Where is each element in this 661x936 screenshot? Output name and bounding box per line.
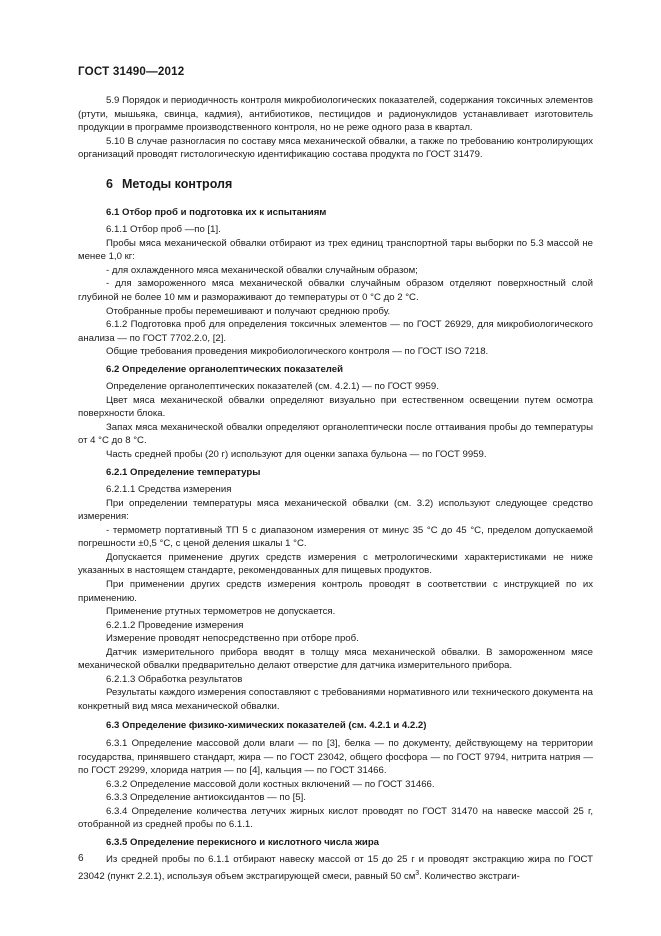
- section-title: Методы контроля: [121, 176, 233, 191]
- paragraph: Применение ртутных термометров не допускается.: [106, 606, 336, 618]
- subsection-6-3-heading: 6.3 Определение физико-химических показателей (см. 4.2.1 и 4.2.2): [106, 720, 427, 732]
- paragraph: 6.3.2 Определение массовой доли костных включений — по ГОСТ 31466.: [106, 778, 435, 790]
- list-item: - термометр портативный ТП 5 с диапазоном измерения от минус 35 °C до 45 °C, пределом допускаемой погрешности ±0,5 °C, с ценой деления шкалы 1 °C.: [78, 524, 593, 550]
- list-item: - для охлажденного мяса механической обвалки случайным образом;: [106, 264, 418, 276]
- subsection-6-3-5-heading: 6.3.5 Определение перекисного и кислотного числа жира: [106, 836, 380, 848]
- paragraph: Пробы мяса механической обвалки отбирают из трех единиц транспортной тары выборки по 5.3 массой не менее 1,0 кг:: [78, 237, 593, 263]
- superscript: 3: [415, 869, 420, 877]
- paragraph: Определение органолептических показателей (см. 4.2.1) — по ГОСТ 9959.: [106, 381, 439, 393]
- text-run: . Количество экстраги-: [419, 871, 520, 883]
- subsection-6-2-1-heading: 6.2.1 Определение температуры: [106, 466, 261, 478]
- text-run: Из средней пробы по 6.1.1 отбирают навеску массой от 15 до 25 г и проводят экстракцию жира по ГОСТ 23042 (пункт 2.2.1), используя объем экстрагирующей смеси, равный 50 см: [78, 854, 593, 883]
- paragraph: Результаты каждого измерения сопоставляют с требованиями нормативного или технического документа на конкретный вид мяса механической обвалки.: [78, 687, 593, 712]
- paragraph: Допускается применение других средств измерения с метрологическими характеристиками не ниже указанных в настоящем стандарте, рекомендованных для пищевых продуктов.: [78, 551, 593, 577]
- paragraph-5-10: 5.10 В случае разногласия по составу мяса механической обвалки, а также по требованию контролирующих организаций проводят гистологическую идентификацию состава продукта по ГОСТ 31479.: [78, 135, 593, 161]
- paragraph: 6.3.4 Определение количества летучих жирных кислот проводят по ГОСТ 31470 на навеске массой 25 г, отобранной из средней пробы по 6.1.1.: [78, 805, 593, 831]
- subsection-6-1-heading: 6.1 Отбор проб и подготовка их к испытаниям: [106, 206, 327, 218]
- paragraph: Измерение проводят непосредственно при отборе проб.: [106, 633, 359, 645]
- paragraph: Часть средней пробы (20 г) используют для оценки запаха бульона — по ГОСТ 9959.: [106, 449, 487, 461]
- paragraph: 6.2.1.2 Проведение измерения: [106, 619, 244, 631]
- page-number: 6: [78, 853, 84, 864]
- paragraph: Датчик измерительного прибора вводят в толщу мяса механической обвалки. В замороженном мясе механической обвалки предварительно делают отверстие для датчика измерительного прибора.: [78, 646, 593, 672]
- paragraph: 6.1.1 Отбор проб —по [1].: [106, 224, 221, 236]
- paragraph: [78, 853, 593, 883]
- page-body: [78, 94, 593, 884]
- paragraph-5-9: 5.9 Порядок и периодичность контроля микробиологических показателей, содержания токсичных элементов (ртути, мышьяка, свинца, кадмия), антибиотиков, пестицидов и радионуклидов устанавливает изготовитель продукции в программе производственного контроля, но не реже одного раза в квартал.: [78, 95, 593, 134]
- paragraph: При определении температуры мяса механической обвалки (см. 3.2) используют следующее средство измерения:: [78, 497, 593, 523]
- section-6-heading: [78, 176, 593, 192]
- paragraph: 6.3.1 Определение массовой доли влаги — по [3], белка — по документу, действующему на территории государства, принявшего стандарт, жира — по ГОСТ 23042, общего фосфора — по ГОСТ 9794, нитрита натрия — по ГОСТ 29299, хлорида натрия — по [4], кальция — по ГОСТ 31466.: [78, 737, 593, 777]
- paragraph: Общие требования проведения микробиологического контроля — по ГОСТ ISO 7218.: [106, 346, 489, 358]
- paragraph: 6.1.2 Подготовка проб для определения токсичных элементов — по ГОСТ 26929, для микробиологического анализа — по ГОСТ 7702.2.0, [2].: [78, 319, 593, 344]
- paragraph: 6.2.1.3 Обработка результатов: [106, 673, 243, 685]
- section-number: 6: [106, 176, 113, 191]
- document-header: ГОСТ 31490—2012: [78, 65, 185, 78]
- paragraph: Запах мяса механической обвалки определяют органолептически после оттаивания пробы до температуры от 4 °C до 8 °C.: [78, 421, 593, 447]
- paragraph: 6.3.3 Определение антиоксидантов — по [5].: [106, 792, 306, 804]
- list-item: - для замороженного мяса механической обвалки случайным образом отделяют поверхностный слой глубиной не более 10 мм и размораживают до температуры от 0 °C до 2 °C.: [78, 278, 593, 304]
- paragraph: Отобранные пробы перемешивают и получают среднюю пробу.: [106, 305, 391, 317]
- subsection-6-2-heading: 6.2 Определение органолептических показателей: [106, 363, 343, 375]
- paragraph: Цвет мяса механической обвалки определяют визуально при естественном освещении путем осмотра поверхности блока.: [78, 394, 593, 420]
- paragraph: При применении других средств измерения контроль проводят в соответствии с инструкцией по их применению.: [78, 578, 593, 604]
- paragraph: 6.2.1.1 Средства измерения: [106, 484, 232, 496]
